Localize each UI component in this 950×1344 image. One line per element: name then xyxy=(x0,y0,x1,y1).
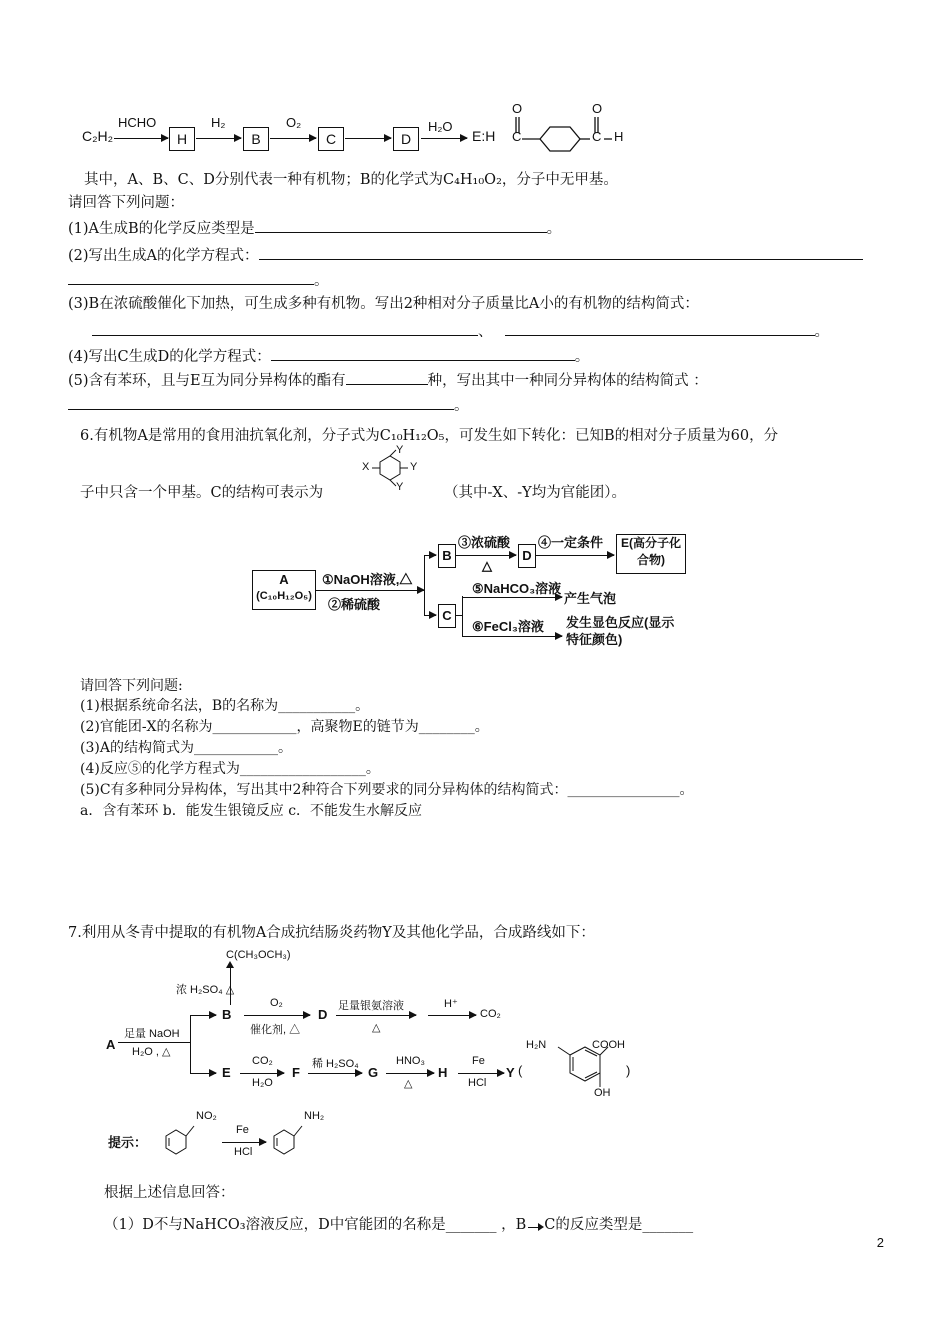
q6-step-5: ⑤NaHCO₃溶液 xyxy=(472,581,562,596)
q6-conditions: a．含有苯环 b．能发生银镜反应 c．不能发生水解反应 xyxy=(80,803,423,819)
q7-co2-end: CO₂ xyxy=(480,1008,501,1020)
q7-catalyst: 催化剂, △ xyxy=(250,1024,301,1036)
q6-line-1: 6.有机物A是常用的食用油抗氧化剂，分子式为C₁₀H₁₂O₅，可发生如下转化：已知B的相对分子质量为60，分 xyxy=(80,428,779,444)
q6-node-c: C xyxy=(438,604,456,628)
q5-part-3-answers xyxy=(92,321,829,342)
hint-no2: NO₂ xyxy=(196,1110,217,1122)
q7-oh: OH xyxy=(594,1087,611,1099)
q6-line-2b: （其中-X、-Y均为官能团）。 xyxy=(444,485,626,501)
q7-arrow-f-g xyxy=(308,1073,362,1074)
node-h: H xyxy=(169,127,195,151)
q7-h2n: H₂N xyxy=(526,1039,547,1051)
q6-part-2: (2)官能团-X的名称为____________，高聚物E的链节为________。 xyxy=(80,719,489,735)
q7-node-e: E xyxy=(222,1065,231,1080)
hint-arrow xyxy=(222,1142,266,1143)
q7-arrow-h-y xyxy=(458,1073,504,1074)
q7-node-d: D xyxy=(318,1007,328,1022)
q6-result-6: 发生显色反应(显示特征颜色) xyxy=(566,615,675,647)
q6-result-5: 产生气泡 xyxy=(564,591,617,606)
q5-p5b-text: 种，写出其中一种同分异构体的结构简式 ： xyxy=(427,373,708,389)
q7-arrow-e-f xyxy=(240,1073,284,1074)
reagent-2: H₂ xyxy=(211,115,226,130)
q7-p1b: C的反应类型是_______ xyxy=(544,1217,694,1233)
hint-nh2: NH₂ xyxy=(304,1110,325,1122)
q7-h2o: H₂O xyxy=(252,1077,273,1089)
q7-fe: Fe xyxy=(472,1055,485,1067)
q6-step-4: ④一定条件 xyxy=(538,535,604,550)
substituent-y-top: Y xyxy=(396,444,404,456)
reagent-3: O₂ xyxy=(286,115,302,130)
q6-node-a: A (C₁₀H₁₂O₅) xyxy=(252,570,316,610)
q6-part-4: (4)反应⑤的化学方程式为__________________。 xyxy=(80,761,380,777)
oxygen-left: O xyxy=(512,101,523,116)
answer-blank[interactable] xyxy=(505,321,815,336)
page-number: 2 xyxy=(876,1235,884,1250)
q7-node-g: G xyxy=(368,1065,379,1080)
answer-blank[interactable] xyxy=(255,218,547,233)
q7-node-h: H xyxy=(438,1065,448,1080)
q6-arrow-3 xyxy=(456,555,516,556)
q7-arrow-h xyxy=(428,1015,476,1016)
q7-node-y: Y xyxy=(506,1065,515,1080)
q7-paren-close: ) xyxy=(626,1063,631,1078)
q5-p4-text: (4)写出C生成D的化学方程式： xyxy=(68,349,271,365)
q7-paren-open: ( xyxy=(518,1063,523,1078)
reagent-1: HCHO xyxy=(118,115,157,130)
q7-cond-a-bot: H₂O , △ xyxy=(132,1046,171,1058)
q7-hno3: HNO₃ xyxy=(396,1055,425,1067)
top-reaction-scheme xyxy=(0,95,950,165)
q7-node-f: F xyxy=(292,1065,300,1080)
q7-arrow-d xyxy=(336,1015,416,1016)
q7-cond-c: 浓 H₂SO₄ △ xyxy=(176,984,235,996)
q7-co2: CO₂ xyxy=(252,1055,273,1067)
period: 。 xyxy=(546,221,562,237)
answer-blank[interactable] xyxy=(259,245,863,260)
answer-blank[interactable] xyxy=(346,370,428,385)
carbonyl-c-right: C xyxy=(592,129,602,144)
q7-cooh: COOH xyxy=(592,1039,625,1051)
q7-heat-2: △ xyxy=(404,1078,413,1090)
q6-step-1: ①NaOH溶液,△ xyxy=(322,572,413,587)
arrow-2 xyxy=(196,138,241,139)
period: 。 xyxy=(314,273,329,289)
q7-silver: 足量银氨溶液 xyxy=(338,1000,404,1012)
q6-part-3: (3)A的结构简式为____________。 xyxy=(80,740,292,756)
q7-dil: 稀 H₂SO₄ xyxy=(312,1058,359,1070)
hydrogen-right: H xyxy=(614,129,624,144)
q6-node-b: B xyxy=(438,544,456,568)
q6-prompt: 请回答下列问题: xyxy=(80,678,183,694)
q7-c-top: C(CH₃OCH₃) xyxy=(226,949,291,961)
period: 。 xyxy=(574,349,590,365)
q6-c-branch-line xyxy=(462,596,463,636)
q7-up-arrowhead xyxy=(226,961,234,968)
separator: 、 xyxy=(478,324,493,340)
answer-blank[interactable] xyxy=(68,395,454,410)
q6-reaction-scheme xyxy=(0,520,950,650)
q7-p1a: （1）D不与NaHCO₃溶液反应，D中官能团的名称是_______ ，B xyxy=(104,1217,527,1233)
q5-part-1 xyxy=(68,218,561,239)
q5-part-5 xyxy=(68,370,708,391)
q7-hint xyxy=(0,1100,950,1160)
q6-arrow-6 xyxy=(462,636,562,637)
period: 。 xyxy=(814,324,829,340)
q6-part-5: (5)C有多种同分异构体，写出其中2种符合下列要求的同分异构体的结构简式：________________。 xyxy=(80,782,694,798)
hint-label: 提示： xyxy=(108,1135,148,1150)
q5-part-4 xyxy=(68,346,589,367)
hint-hcl: HCl xyxy=(234,1146,253,1158)
q6-step-2: ②稀硫酸 xyxy=(328,597,381,612)
answer-blank[interactable] xyxy=(92,321,478,336)
q6-step-3: ③浓硫酸 xyxy=(458,535,511,550)
q7-node-a: A xyxy=(106,1037,116,1052)
arrow-4 xyxy=(345,138,391,139)
node-c: C xyxy=(318,127,344,151)
q6-arrow-5 xyxy=(462,597,562,598)
node-d: D xyxy=(393,127,419,151)
q5-part-3: (3)B在浓硫酸催化下加热，可生成多种有机物。写出2种相对分子质量比A小的有机物的结构简式： xyxy=(68,296,699,312)
q7-o2: O₂ xyxy=(270,997,283,1009)
q7-arrow-g-h xyxy=(386,1073,434,1074)
q6-heat: △ xyxy=(482,558,492,573)
node-b: B xyxy=(243,127,269,151)
q7-title: 7.利用从冬青中提取的有机物A合成抗结肠炎药物Y及其他化学品，合成路线如下： xyxy=(68,925,595,941)
q5-p5a-text: (5)含有苯环，且与E互为同分异构体的酯有 xyxy=(68,373,346,389)
arrow-5 xyxy=(421,138,467,139)
substituent-y-mid: Y xyxy=(410,461,418,473)
b-to-c-arrow-icon xyxy=(526,1219,544,1229)
q6-arrow-1 xyxy=(316,590,424,591)
q5-intro: 其中，A、B、C、D分别代表一种有机物；B的化学式为C₄H₁₀O₂，分子中无甲基。 xyxy=(84,172,618,188)
q6-line-2a: 子中只含一个甲基。C的结构可表示为 xyxy=(80,485,324,501)
y-structure xyxy=(540,1035,640,1105)
product-e-label: E:H xyxy=(472,128,496,144)
q5-p1-text: (1)A生成B的化学反应类型是 xyxy=(68,221,255,237)
q6-node-e: E(高分子化合物) xyxy=(616,534,686,574)
q7-node-b: B xyxy=(222,1007,232,1022)
q7-heat: △ xyxy=(372,1022,381,1034)
q6-arrow-4 xyxy=(536,555,614,556)
answer-blank[interactable] xyxy=(68,270,314,285)
answer-blank[interactable] xyxy=(271,346,575,361)
q7-reaction-scheme xyxy=(0,945,950,1099)
q6-arrow-to-c xyxy=(424,615,436,616)
arrow-3 xyxy=(270,138,316,139)
q7-branch xyxy=(190,1015,191,1073)
q6-c-connector xyxy=(456,615,462,616)
q6-node-d: D xyxy=(518,544,536,568)
substituent-y-bot: Y xyxy=(396,481,404,493)
hint-fe: Fe xyxy=(236,1124,249,1136)
q7-arrow-a xyxy=(118,1042,190,1043)
q7-answer-intro: 根据上述信息回答： xyxy=(104,1185,235,1201)
carbonyl-c-left: C xyxy=(512,129,522,144)
q5-part-2 xyxy=(68,245,863,266)
start-formula: C₂H₂ xyxy=(82,128,114,144)
q7-hplus: H⁺ xyxy=(444,998,458,1010)
period: 。 xyxy=(454,398,469,414)
arrow-1 xyxy=(114,138,168,139)
q5-p2-text: (2)写出生成A的化学方程式： xyxy=(68,248,259,264)
q7-cond-a-top: 足量 NaOH xyxy=(124,1028,180,1040)
q6-step-6: ⑥FeCl₃溶液 xyxy=(472,619,544,634)
q7-arrow-to-e xyxy=(190,1073,216,1074)
q6-arrow-to-b xyxy=(424,555,436,556)
substituent-x: X xyxy=(362,461,370,473)
q6-branch-line xyxy=(424,555,425,615)
q7-arrow-b-d xyxy=(244,1015,310,1016)
q7-arrow-to-b xyxy=(190,1015,216,1016)
oxygen-right: O xyxy=(592,101,603,116)
q5-prompt: 请回答下列问题： xyxy=(68,195,184,211)
reagent-5: H₂O xyxy=(428,119,453,134)
q5-part-5-cont xyxy=(68,395,469,416)
q7-hcl: HCl xyxy=(468,1077,487,1089)
q7-part-1 xyxy=(104,1215,693,1235)
q6-part-1: (1)根据系统命名法，B的名称为___________。 xyxy=(80,698,370,714)
q5-part-2-cont xyxy=(68,270,329,291)
